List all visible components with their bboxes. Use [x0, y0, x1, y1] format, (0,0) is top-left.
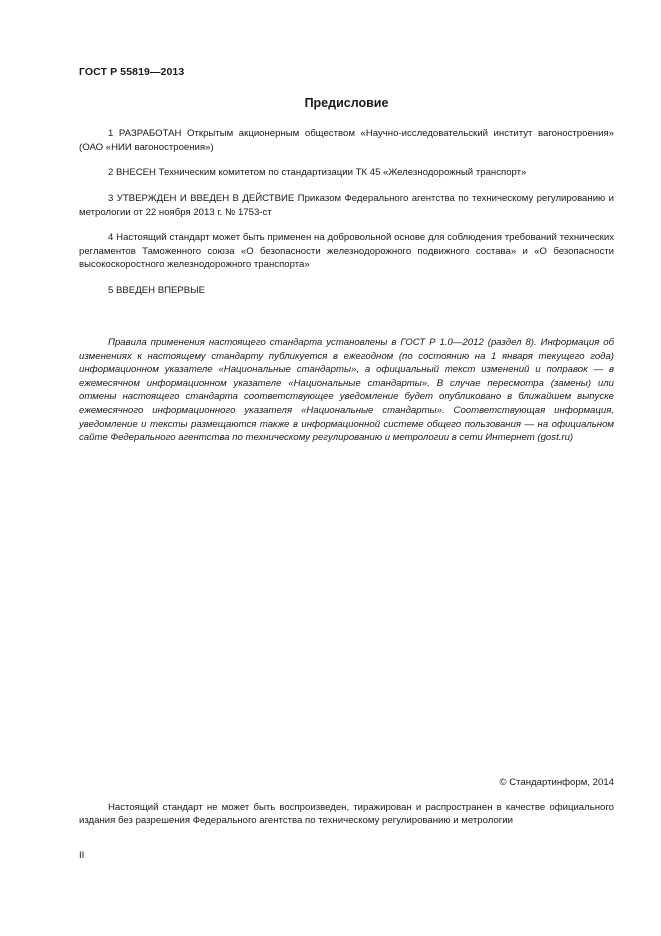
preface-item-4: 4 Настоящий стандарт может быть применен на добровольной основе для соблюдения требований технических регламентов Таможенного союза «О безопасности железнодорожного подвижного состава» и «О безопасности высокоскоростного железнодорожного транспорта»: [79, 232, 614, 271]
document-number: ГОСТ Р 55819—2013: [79, 66, 185, 78]
preface-title-row: [0, 94, 661, 112]
copyright: © Стандартинформ, 2014: [499, 777, 614, 788]
preface-title: Предисловие: [304, 96, 389, 110]
preface-item-2: 2 ВНЕСЕН Техническим комитетом по стандартизации ТК 45 «Железнодорожный транспорт»: [108, 167, 527, 178]
page-number: II: [79, 850, 85, 861]
preface-item-3: 3 УТВЕРЖДЕН И ВВЕДЕН В ДЕЙСТВИЕ Приказом Федерального агентства по техническому регулированию и метрологии от 22 ноября 2013 г. № 1753-ст: [79, 193, 614, 218]
rules-note: Правила применения настоящего стандарта установлены в ГОСТ Р 1.0—2012 (раздел 8). Информация об изменениях к настоящему стандарту публикуется в ежегодном (по состоянию на 1 января текущего года) информационном указателе «Национальные стандарты», а официальный текст изменений и поправок — в ежемесячном информационном указателе «Национальные стандарты». В случае пересмотра (замены) или отмены настоящего стандарта соответствующее уведомление будет опубликовано в ближайшем выпуске ежемесячного информационного указателя «Национальные стандарты». Соответствующая информация, уведомление и тексты размещаются также в информационной системе общего пользования — на официальном сайте Федерального агентства по техническому регулированию и метрологии в сети Интернет (gost.ru): [79, 337, 614, 444]
preface-item-5: 5 ВВЕДЕН ВПЕРВЫЕ: [108, 285, 206, 296]
footer-note: Настоящий стандарт не может быть воспроизведен, тиражирован и распространен в качестве официального издания без разрешения Федерального агентства по техническому регулированию и метрологии: [79, 802, 614, 826]
preface-item-1: 1 РАЗРАБОТАН Открытым акционерным обществом «Научно-исследовательский институт вагоностроения» (ОАО «НИИ вагоностроения»): [79, 128, 614, 153]
